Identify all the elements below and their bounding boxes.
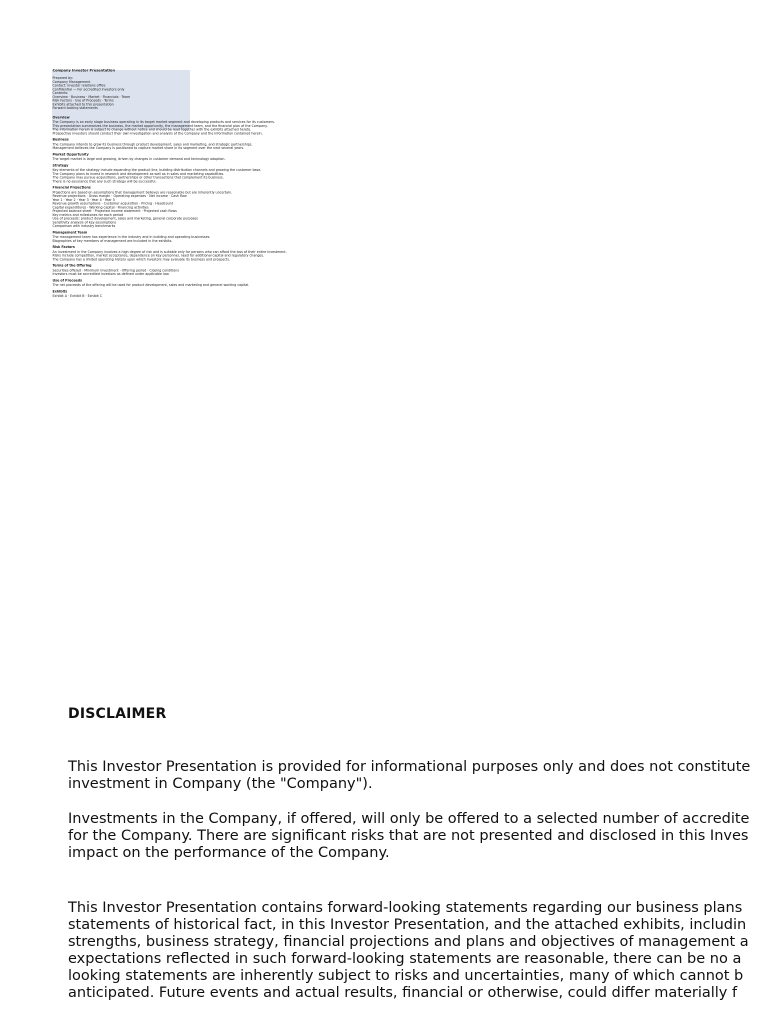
- paragraph-line: Investments in the Company, if offered, will only be offered to a selected number of accredite: [68, 811, 750, 827]
- thumbnail-section-heading: Business: [52, 137, 69, 142]
- thumbnail-body-line: Investors must be accredited investors as defined under applicable law.: [52, 272, 170, 276]
- thumbnail-header-line: Prepared by:: [52, 76, 73, 80]
- thumbnail-header-line: Contents:: [52, 91, 69, 95]
- paragraph-line: looking statements are inherently subject to risks and uncertainties, many of which cannot b: [68, 968, 744, 984]
- thumbnail-body-line: Exhibit A · Exhibit B · Exhibit C: [52, 294, 103, 298]
- thumbnail-body-line: Securities offered · Minimum investment · Offering period · Closing conditions: [52, 268, 180, 273]
- thumbnail-body-line: Key elements of the strategy include expanding the product line, building distribution channels and growing the customer base.: [52, 168, 262, 172]
- thumbnail-section-heading: Use of Proceeds: [52, 278, 83, 283]
- thumbnail-header-line: Exhibits attached to this presentation: [52, 102, 114, 107]
- disclaimer-paragraph-3: [68, 900, 768, 1002]
- thumbnail-body-line: An investment in the Company involves a high degree of risk and is suitable only for persons who can afford the loss of their entire investment.: [52, 250, 287, 254]
- thumbnail-body-line: The net proceeds of the offering will be used for product development, sales and marketing and general working capital.: [52, 283, 250, 287]
- thumbnail-body-line: Management believes the Company is positioned to capture market share in its segment over the next several years.: [52, 146, 245, 150]
- paragraph-line: anticipated. Future events and actual results, financial or otherwise, could differ materially f: [68, 985, 738, 1001]
- thumbnail-body-line: Biographies of key members of management are included in the exhibits.: [52, 239, 173, 243]
- paragraph-line: expectations reflected in such forward-looking statements are reasonable, there can be no a: [68, 951, 742, 967]
- thumbnail-body-line: Capital expenditures · Working capital · Financing activities: [52, 205, 149, 210]
- paragraph-line: This Investor Presentation contains forward-looking statements regarding our business plans: [68, 900, 743, 916]
- thumbnail-body-line: The Company has a limited operating history upon which investors may evaluate its business and prospects.: [52, 257, 231, 262]
- thumbnail-header-line: Confidential — For accredited investors only: [52, 87, 125, 92]
- thumbnail-header-line: Company Management: [52, 80, 91, 84]
- thumbnail-body-line: Projections are based on assumptions that management believes are reasonable but are inherently uncertain.: [52, 190, 233, 195]
- thumbnail-body-line: Comparison with industry benchmarks: [52, 224, 116, 228]
- paragraph-line: impact on the performance of the Company.: [68, 845, 390, 861]
- thumbnail-header-line: Contact: investor relations office: [52, 83, 106, 88]
- thumbnail-body-line: The Company plans to invest in research and development as well as in sales and marketing capabilities.: [52, 172, 225, 176]
- thumbnail-section-heading: Financial Projections: [52, 185, 91, 190]
- thumbnail-section-heading: Strategy: [52, 163, 69, 168]
- thumbnail-title: Company Investor Presentation: [52, 68, 115, 73]
- disclaimer-paragraph-2: [68, 811, 768, 862]
- thumbnail-body-line: The Company is an early stage business operating in its target market segment and developing products and services for its customers.: [52, 120, 275, 124]
- thumbnail-body-line: Year 1 · Year 2 · Year 3 · Year 4 · Year 5: [52, 198, 115, 202]
- disclaimer-section: [68, 706, 768, 1020]
- thumbnail-body-line: Risks include competition, market acceptance, dependence on key personnel, need for additional capital and regulatory changes.: [52, 253, 265, 258]
- paragraph-line: investment in Company (the "Company").: [68, 776, 373, 792]
- thumbnail-section-heading: Risk Factors: [52, 245, 75, 249]
- paragraph-line: This Investor Presentation is provided for informational purposes only and does not constitute: [68, 759, 751, 775]
- thumbnail-section-heading: Management Team: [52, 230, 88, 235]
- thumbnail-header-lines: [50, 76, 332, 110]
- thumbnail-body-line: Use of proceeds: product development, sales and marketing, general corporate purposes: [52, 216, 198, 221]
- paragraph-line: for the Company. There are significant risks that are not presented and disclosed in this Inves: [68, 828, 749, 844]
- thumbnail-header-line: Forward looking statements: [52, 106, 98, 110]
- thumbnail-header-line: Overview · Business · Market · Financials · Team: [52, 95, 131, 99]
- thumbnail-section-heading: Terms of the Offering: [52, 263, 92, 268]
- thumbnail-body-line: There is no assurance that any such strategy will be successful.: [52, 179, 157, 184]
- paragraph-line: statements of historical fact, in this Investor Presentation, and the attached exhibits, includin: [68, 917, 747, 933]
- page-thumbnail: [50, 66, 332, 526]
- disclaimer-title: DISCLAIMER: [68, 706, 167, 722]
- thumbnail-section-heading: Exhibits: [52, 289, 68, 294]
- thumbnail-body-line: This presentation summarizes the business, the market opportunity, the management team, and the financial plan of the Company.: [52, 124, 268, 128]
- thumbnail-body-line: Key metrics and milestones for each period: [52, 213, 124, 217]
- thumbnail-body-line: The Company intends to grow its business through product development, sales and marketing, and strategic partnerships.: [52, 142, 253, 147]
- thumbnail-body-line: The Company may pursue acquisitions, partnerships or other transactions that complement its business.: [52, 175, 224, 180]
- thumbnail-text: [50, 66, 332, 298]
- thumbnail-body-line: Prospective investors should conduct their own investigation and analysis of the Company and the information contained herein.: [52, 131, 263, 136]
- thumbnail-body-line: Revenue projections · Gross margin · Operating expenses · Net income · Cash flow: [52, 194, 187, 198]
- thumbnail-body-line: Revenue growth assumptions · Customer acquisition · Pricing · Headcount: [52, 201, 173, 206]
- thumbnail-body-line: The target market is large and growing, driven by changes in customer demand and technology adoption.: [52, 157, 226, 161]
- thumbnail-header-line: Risk Factors · Use of Proceeds · Terms: [52, 98, 114, 103]
- thumbnail-body: [50, 116, 332, 299]
- thumbnail-body-line: The information herein is subject to change without notice and should be read together with the exhibits attached hereto.: [52, 127, 252, 132]
- disclaimer-paragraph-1: [68, 759, 768, 793]
- thumbnail-body-line: The management team has experience in the industry and in building and operating businesses.: [52, 235, 211, 239]
- paragraph-line: strengths, business strategy, financial projections and plans and objectives of management a: [68, 934, 749, 950]
- thumbnail-body-line: Projected balance sheet · Projected income statement · Projected cash flows: [52, 209, 177, 213]
- thumbnail-body-line: Sensitivity analysis of key assumptions: [52, 220, 117, 225]
- thumbnail-section-heading: Overview: [52, 115, 70, 120]
- thumbnail-section-heading: Market Opportunity: [52, 152, 89, 157]
